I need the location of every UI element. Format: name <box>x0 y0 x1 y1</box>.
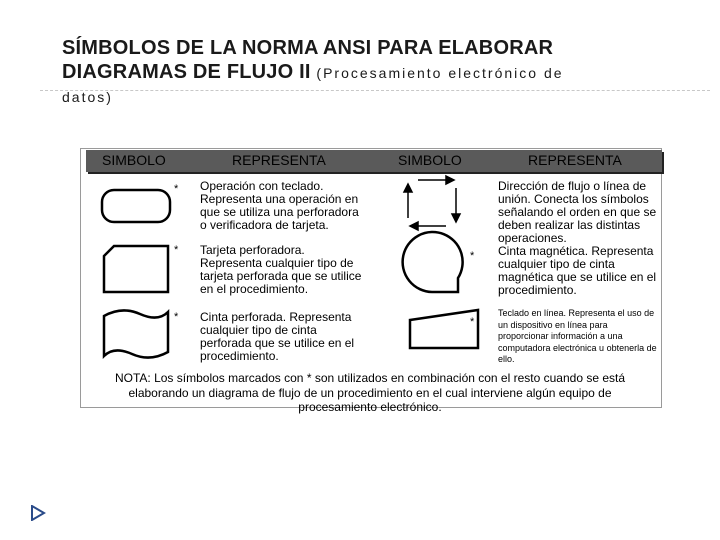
flow-direction-symbol <box>404 176 460 230</box>
flow-direction-description: Dirección de flujo o línea de unión. Conecta los símbolos señalando el orden en que se deben realizar las distintas operaciones. <box>498 179 657 245</box>
title-line-1: SÍMBOLOS DE LA NORMA ANSI PARA ELABORAR <box>62 37 554 59</box>
punched-card-description: Tarjeta perforadora. Representa cualquier tipo de tarjeta perforada que se utilice en el procedimiento. <box>200 243 362 296</box>
row-marker: * <box>470 250 475 262</box>
play-arrow-icon[interactable] <box>30 505 46 521</box>
header-represents-right: REPRESENTA <box>528 152 622 168</box>
row-marker: * <box>174 183 179 195</box>
header-represents-left: REPRESENTA <box>232 152 326 168</box>
punched-tape-description: Cinta perforada. Representa cualquier tipo de cinta perforada que se utilice en el procedimiento. <box>200 310 355 363</box>
header-symbol-right: SIMBOLO <box>398 152 462 168</box>
keyboard-operation-symbol <box>102 190 170 222</box>
title-line-2: DIAGRAMAS DE FLUJO II <box>62 61 311 83</box>
magnetic-tape-symbol <box>403 232 463 292</box>
magnetic-tape-description: Cinta magnética. Representa cualquier tipo de cinta magnética que se utilice en el procedimiento. <box>498 244 657 297</box>
row-marker: * <box>174 311 179 323</box>
row-marker: * <box>174 244 179 256</box>
footnote: NOTA: Los símbolos marcados con * son utilizados en combinación con el resto cuando se está elaborando un diagrama de flujo de un procedimiento en el cual interviene algún equipo de procesamiento electrónico. <box>114 371 626 414</box>
title-subtitle: (Procesamiento electrónico de <box>316 65 564 81</box>
keyboard-operation-description: Operación con teclado. Representa una operación en que se utiliza una perforadora o verificadora de tarjeta. <box>200 179 359 232</box>
online-keyboard-symbol <box>410 310 478 348</box>
punched-card-symbol <box>104 246 168 292</box>
online-keyboard-description: Teclado en línea. Representa el uso de un dispositivo en línea para proporcionar información a una computadora electrónica u obtenerla de ello. <box>498 308 657 364</box>
row-marker: * <box>470 316 475 328</box>
title-line-3: datos) <box>62 89 113 105</box>
header-symbol-left: SIMBOLO <box>102 152 166 168</box>
punched-tape-symbol <box>104 310 168 357</box>
